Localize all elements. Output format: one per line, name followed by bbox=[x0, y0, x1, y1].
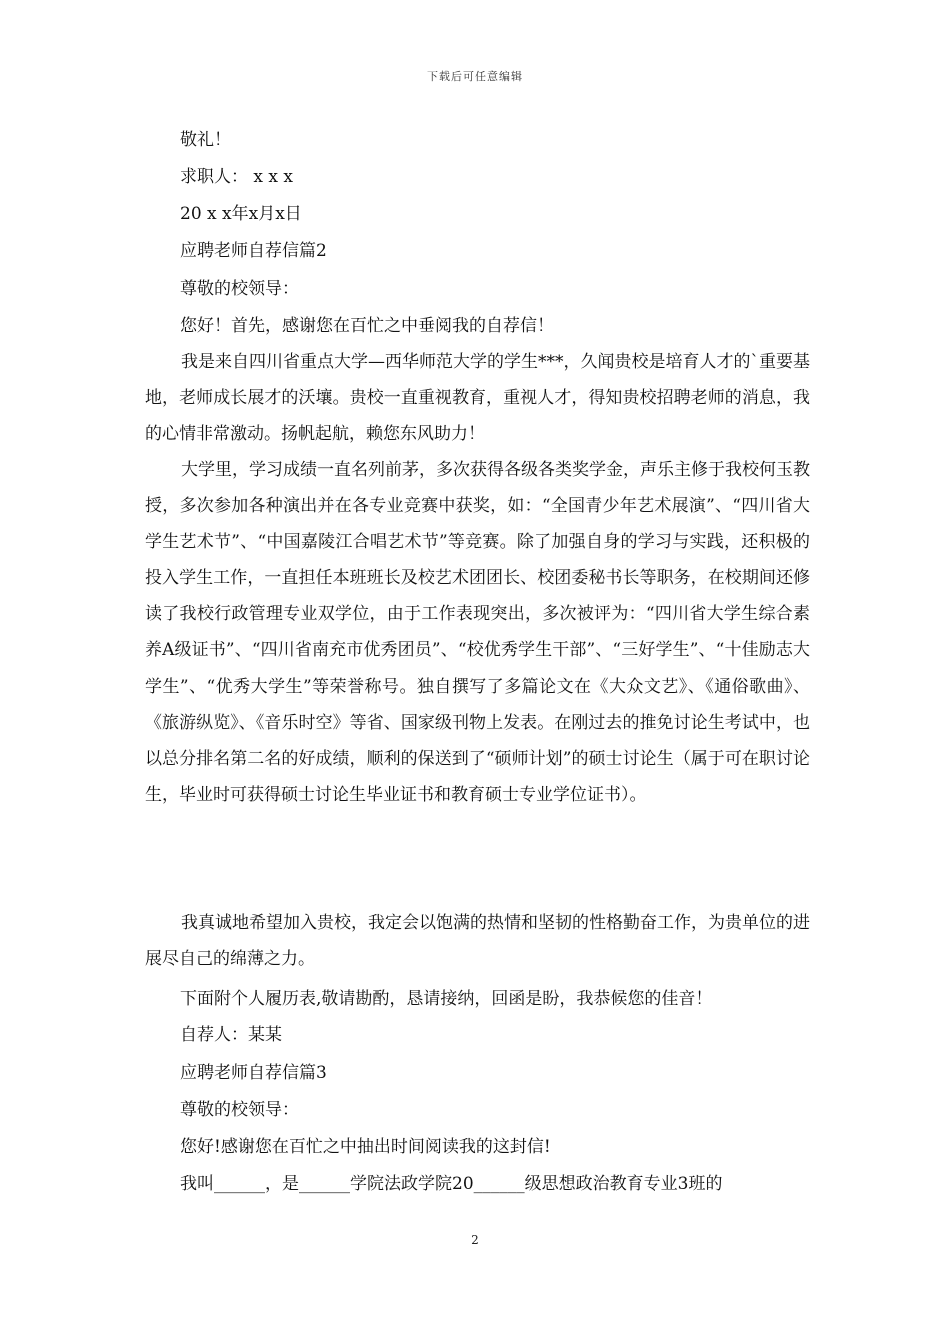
page-number: 2 bbox=[471, 1233, 479, 1247]
greeting-line-3: 尊敬的校领导： bbox=[180, 1100, 299, 1120]
letter-title-2: 应聘老师自荐信篇2 bbox=[180, 241, 327, 261]
opening-line-3: 您好!感谢您在百忙之中抽出时间阅读我的这封信! bbox=[180, 1137, 551, 1157]
paragraph-introduction: 我是来自四川省重点大学—西华师范大学的学生***，久闻贵校是培育人才的`重要基地，老师成长展才的沃壤。贵校一直重视教育，重视人才，得知贵校招聘老师的消息，我的心情非常激动。扬帆起航，赖您东风助力！ bbox=[145, 352, 810, 445]
closing-line-2: 下面附个人履历表,敬请勘酌，恳请接纳，回函是盼，我恭候您的佳音！ bbox=[180, 989, 713, 1009]
intro-line-3: 我叫______，是______学院法政学院20______级思想政治教育专业3班的 bbox=[180, 1174, 723, 1194]
applicant-line: 求职人： x x x bbox=[180, 167, 293, 187]
greeting-line-2: 尊敬的校领导： bbox=[180, 279, 299, 299]
paragraph-commitment: 我真诚地希望加入贵校，我定会以饱满的热情和坚韧的性格勤奋工作，为贵单位的进展尽自己的绵薄之力。 bbox=[145, 913, 810, 970]
salutation-line: 敬礼！ bbox=[180, 130, 231, 150]
paragraph-achievements: 大学里，学习成绩一直名列前茅，多次获得各级各类奖学金，声乐主修于我校何玉教授，多次参加各种演出并在各专业竞赛中获奖，如：“全国青少年艺术展演”、“四川省大学生艺术节”、“中国嘉陵江合唱艺术节”等竞赛。除了加强自身的学习与实践，还积极的投入学生工作，一直担任本班班长及校艺术团团长、校团委秘书长等职务，在校期间还修读了我校行政管理专业双学位，由于工作表现突出，多次被评为：“四川省大学生综合素养A级证书”、“四川省南充市优秀团员”、“校优秀学生干部”、“三好学生”、“十佳励志大学生”、“优秀大学生”等荣誉称号。独自撰写了多篇论文在《大众文艺》、《通俗歌曲》、《旅游纵览》、《音乐时空》等省、国家级刊物上发表。在刚过去的推免讨论生考试中，也以总分排名第二名的好成绩，顺利的保送到了“硕师计划”的硕士讨论生（属于可在职讨论生，毕业时可获得硕士讨论生毕业证书和教育硕士专业学位证书）。 bbox=[145, 460, 810, 805]
date-line: 20 x x年x月x日 bbox=[180, 204, 302, 224]
page-header: 下载后可任意编辑 bbox=[427, 70, 523, 83]
letter-title-3: 应聘老师自荐信篇3 bbox=[180, 1063, 327, 1083]
opening-line-2: 您好！首先，感谢您在百忙之中垂阅我的自荐信！ bbox=[180, 316, 554, 336]
signature-line-2: 自荐人：某某 bbox=[180, 1025, 282, 1045]
